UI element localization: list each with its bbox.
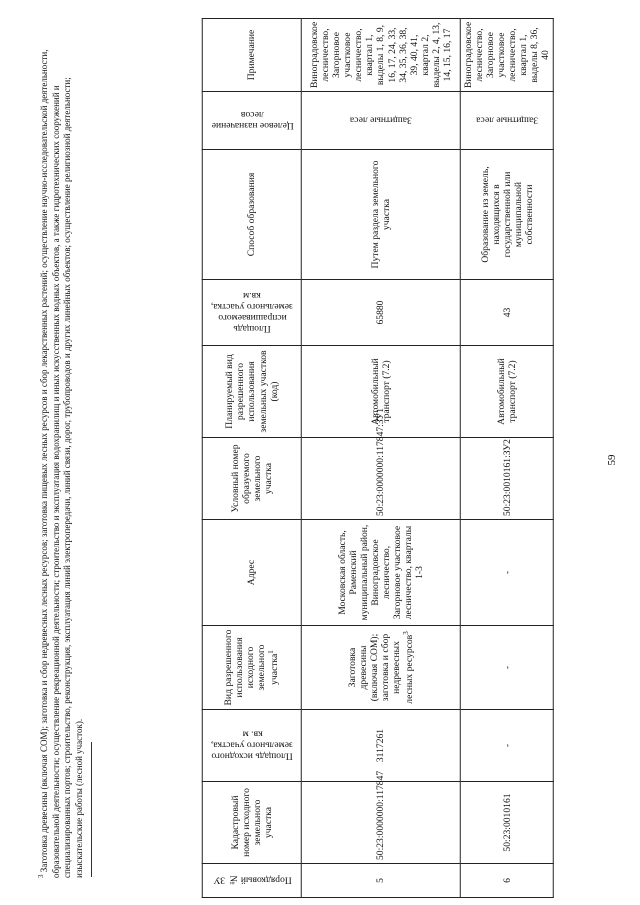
cell-conditional-number: 50:23:0010161:ЗУ2 [460,438,553,520]
cell-source-area: - [460,710,553,782]
table-header-row [202,19,301,898]
header-permitted-use-footnote-ref: 1 [267,650,276,654]
cell-formation-method: Образование из земель, находящихся в государственной или муниципальной собственности [460,150,553,280]
header-purpose: Целевое назначение лесов [202,92,301,150]
header-formation-method: Способ образования [202,150,301,280]
header-cadastral: Кадастровый номер исходного земельного участка [202,782,301,864]
cell-used-area: 43 [460,280,553,346]
cell-permitted-use [301,626,460,710]
cell-address: - [460,520,553,626]
land-plots-table [202,18,554,898]
header-conditional-number: Условный номер образуемого земельного участка [202,438,301,520]
cell-conditional-number: 50:23:0000000:117847:ЗУ1 [301,438,460,520]
footnote [37,18,85,878]
cell-num: 6 [460,864,553,898]
cell-formation-method: Путем раздела земельного участка [301,150,460,280]
cell-planned-use: Автомобильный транспорт (7.2) [301,346,460,438]
page-number: 59 [606,454,618,466]
cell-note: Виноградовское лесничество, Загорновое участковое лесничество, квартал 1, выделы 8, 36, 40 [460,19,553,92]
header-note: Примечание [202,19,301,92]
cell-permitted-use-text: Заготовка древесины (включая СОМ); заготовка и сбор недревесных лесных ресурсов [346,633,415,704]
cell-cadastral: 50:23:0000000:117847 [301,782,460,864]
cell-permitted-use: - [460,626,553,710]
cell-used-area: 65880 [301,280,460,346]
table-row [301,19,460,898]
header-num: Порядковый № ЗУ [202,864,301,898]
header-used-area: Площадь испрашиваемого земельного участка, кв.м [202,280,301,346]
footnote-divider [91,742,92,877]
footnote-marker: 3 [36,874,45,878]
header-address: Адрес [202,520,301,626]
cell-planned-use: Автомобильный транспорт (7.2) [460,346,553,438]
cell-source-area: 3117261 [301,710,460,782]
cell-purpose: Защитные леса [301,92,460,150]
cell-purpose: Защитные леса [460,92,553,150]
header-permitted-use-text: Вид разрешенного использования исходного земельного участка [223,629,281,706]
header-planned-use: Планируемый вид разрешенного использования земельных участков (код) [202,346,301,438]
header-permitted-use [202,626,301,710]
cell-address: Московская область, Раменский муниципальный район, Виноградовское лесничество, Загорновое участковое лесничество, кварталы 1-3 [301,520,460,626]
cell-permitted-use-footnote-ref: 3 [401,631,410,635]
cell-cadastral: 50:23:0010161 [460,782,553,864]
footnote-text: Заготовка древесины (включая СОМ); заготовка и сбор недревесных лесных ресурсов; заготовка пищевых лесных ресурсов и сбор лекарственных растений; осуществление научно-исследовательской деятельности, образовательной деятельности; осуществление рекреационной деятельности; строительство и эксплуатация водохранилищ и иных искусственных водных объектов, а также гидротехнических сооружений и специализированных портов; строительство, реконструкция, эксплуатация линий электропередачи, линий связи, дорог, трубопроводов и других линейных объектов; осуществление религиозной деятельности; изыскательские работы (лесной участок). [38,49,84,878]
cell-num: 5 [301,864,460,898]
cell-note: Виноградовское лесничество, Загорновое участковое лесничество, квартал 1, выделы 1, 8, 9, 16, 17, 24, 33, 34, 35, 36, 38, 39, 40, 41, квартал 2, выделы 2, 4, 13, 14, 15, 16, 17 [301,19,460,92]
header-source-area: Площадь исходного земельного участка, кв. м [202,710,301,782]
table-row [460,19,553,898]
